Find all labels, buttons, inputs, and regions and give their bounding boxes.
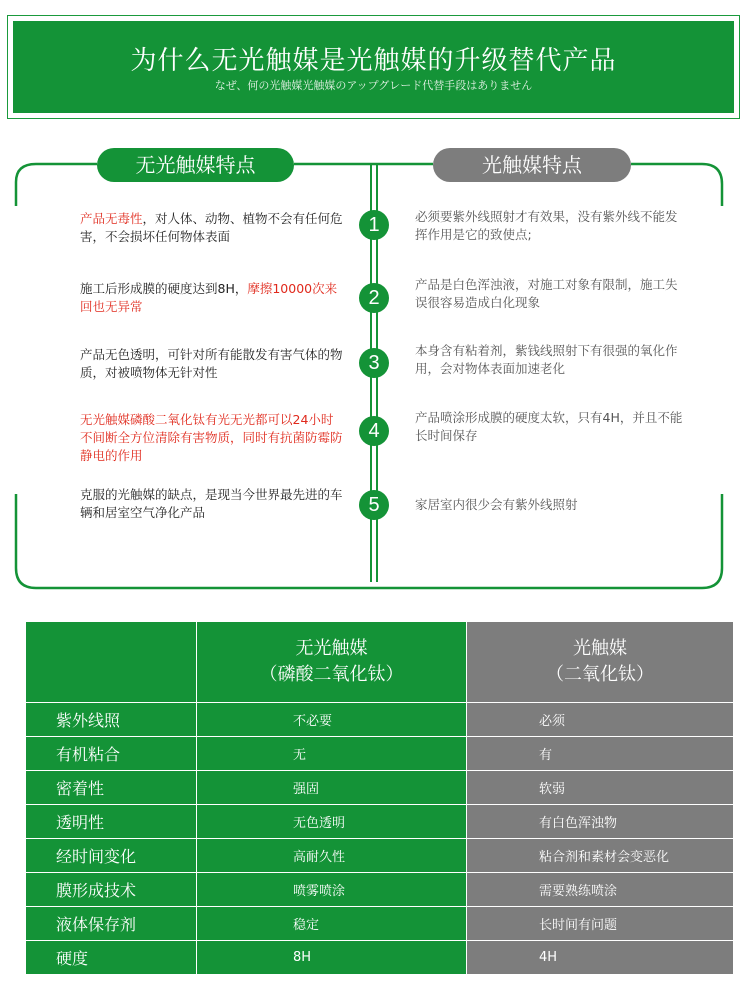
row-2-right-text: 产品是白色浑浊液，对施工对象有限制，施工失误很容易造成白化现象 <box>415 277 678 310</box>
row-left-value: 无 <box>197 737 467 771</box>
header-right-line1: 光触媒 <box>573 638 627 659</box>
page-subtitle: なぜ、何の光触媒光触媒のアップグレード代替手段はありません <box>214 79 533 92</box>
row-left-value: 高耐久性 <box>197 839 467 873</box>
row-2-left-text <box>80 280 345 316</box>
comparison-row-4 <box>0 410 750 463</box>
row-left-value: 强固 <box>197 771 467 805</box>
row-label: 透明性 <box>26 805 197 839</box>
row-5-left-text: 克服的光触媒的缺点，是现当今世界最先进的车辆和居室空气净化产品 <box>80 487 343 520</box>
comparison-table <box>25 621 734 975</box>
table-row <box>26 839 734 873</box>
comparison-row-1 <box>0 208 750 258</box>
row-number-badge: 1 <box>359 210 389 240</box>
row-left-value: 8H <box>197 941 467 975</box>
row-1-left-text <box>80 210 345 246</box>
table-row <box>26 737 734 771</box>
row-right-value: 软弱 <box>467 771 734 805</box>
comparison-row-2 <box>0 277 750 330</box>
no-photocatalyst-features-heading: 无光触媒特点 <box>97 148 294 182</box>
row-label: 有机粘合 <box>26 737 197 771</box>
title-banner <box>13 21 734 113</box>
table-header-blank <box>26 622 197 703</box>
row-1-left-rest: ，对人体、动物、植物不会有任何危害，不会损坏任何物体表面 <box>80 211 343 244</box>
row-4-left-text: 无光触媒磷酸二氧化钛有光无光都可以24小时不间断全方位清除有害物质，同时有抗菌防霉防静电的作用 <box>80 412 343 463</box>
page-title: 为什么无光触媒是光触媒的升级替代产品 <box>130 46 617 76</box>
table-row <box>26 907 734 941</box>
row-1-right-text: 必须要紫外线照射才有效果，没有紫外线不能发挥作用是它的致使点; <box>415 209 678 242</box>
row-left-value: 喷雾喷涂 <box>197 873 467 907</box>
row-left-value: 无色透明 <box>197 805 467 839</box>
table-header-photocatalyst <box>467 622 734 703</box>
row-right-value: 必须 <box>467 703 734 737</box>
row-3-right-text: 本身含有粘着剂，紫钱线照射下有很强的氧化作用，会对物体表面加速老化 <box>415 343 678 376</box>
banner-frame <box>7 15 740 119</box>
row-label: 硬度 <box>26 941 197 975</box>
row-label: 液体保存剂 <box>26 907 197 941</box>
table-row <box>26 941 734 975</box>
row-label: 密着性 <box>26 771 197 805</box>
comparison-row-5 <box>0 486 750 536</box>
header-left-line1: 无光触媒 <box>295 638 368 659</box>
row-label: 经时间变化 <box>26 839 197 873</box>
row-5-right-text: 家居室内很少会有紫外线照射 <box>415 497 578 512</box>
table-header-row <box>26 622 734 703</box>
header-left-line2: （磷酸二氧化钛） <box>259 664 404 685</box>
table-header-no-photocatalyst <box>197 622 467 703</box>
row-2-left-rest: 施工后形成膜的硬度达到8H， <box>80 281 248 296</box>
row-number-badge: 4 <box>359 416 389 446</box>
table-row <box>26 805 734 839</box>
header-right-line2: （二氧化钛） <box>546 664 654 685</box>
row-number-badge: 3 <box>359 348 389 378</box>
row-2-left-highlight: 摩擦10000次来回也无异常 <box>80 281 338 314</box>
row-number-badge: 5 <box>359 490 389 520</box>
photocatalyst-features-heading: 光触媒特点 <box>433 148 631 182</box>
row-number-badge: 2 <box>359 283 389 313</box>
table-row <box>26 703 734 737</box>
row-right-value: 需要熟练喷涂 <box>467 873 734 907</box>
row-label: 紫外线照 <box>26 703 197 737</box>
row-right-value: 有白色浑浊物 <box>467 805 734 839</box>
table-row <box>26 771 734 805</box>
comparison-section <box>0 140 750 600</box>
row-right-value: 有 <box>467 737 734 771</box>
row-right-value: 长时间有问题 <box>467 907 734 941</box>
comparison-row-3 <box>0 343 750 396</box>
row-right-value: 粘合剂和素材会变恶化 <box>467 839 734 873</box>
row-right-value: 4H <box>467 941 734 975</box>
table-row <box>26 873 734 907</box>
row-left-value: 稳定 <box>197 907 467 941</box>
row-4-right-text: 产品喷涂形成膜的硬度太软，只有4H，并且不能长时间保存 <box>415 410 683 443</box>
row-1-left-highlight: 产品无毒性 <box>80 211 143 226</box>
row-3-left-text: 产品无色透明，可针对所有能散发有害气体的物质，对被喷物体无针对性 <box>80 347 343 380</box>
row-left-value: 不必要 <box>197 703 467 737</box>
row-label: 膜形成技术 <box>26 873 197 907</box>
